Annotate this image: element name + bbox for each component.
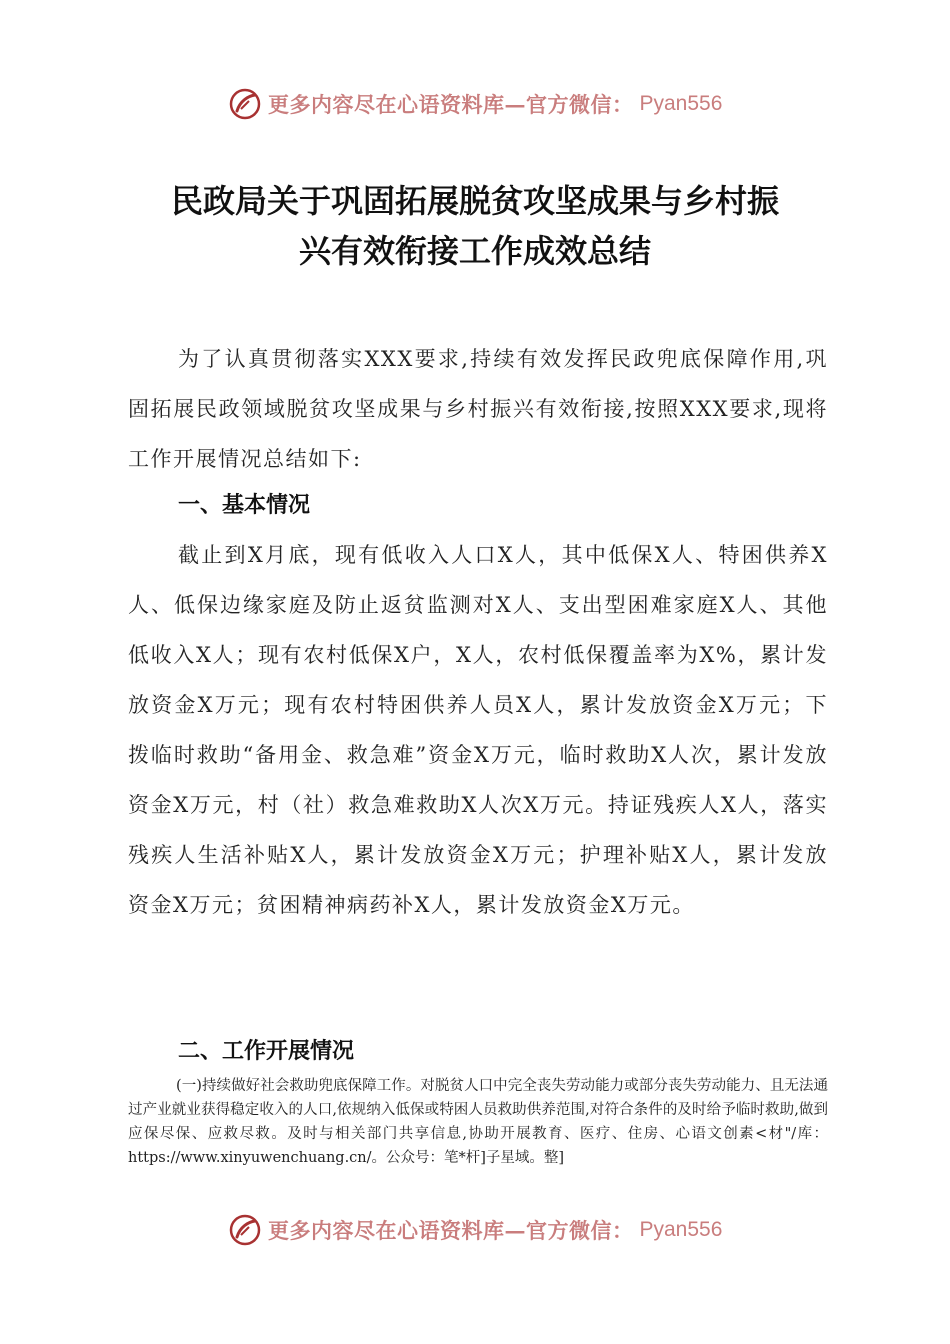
section-1-heading: 一、基本情况 bbox=[178, 493, 311, 518]
footer-banner bbox=[228, 1210, 722, 1250]
document-title bbox=[100, 176, 850, 276]
brush-logo-icon bbox=[228, 1213, 262, 1247]
title-line-1: 民政局关于巩固拓展脱贫攻坚成果与乡村振 bbox=[170, 182, 779, 220]
intro-paragraph: 为了认真贯彻落实XXX要求,持续有效发挥民政兜底保障作用,巩固拓展民政领域脱贫攻坚成果与乡村振兴有效衔接,按照XXX要求,现将工作开展情况总结如下: bbox=[128, 347, 828, 471]
banner-wechat-id: Pyan556 bbox=[639, 1218, 723, 1241]
banner-text: 更多内容尽在心语资料库—官方微信： bbox=[268, 1218, 634, 1243]
title-line-2: 兴有效衔接工作成效总结 bbox=[298, 232, 651, 270]
section-2-paragraph: (一)持续做好社会救助兜底保障工作。对脱贫人口中完全丧失劳动能力或部分丧失劳动能力、且无法通过产业就业获得稳定收入的人口,依规纳入低保或特困人员救助供养范围,对符合条件的及时给予临时救助,做到应保尽保、应救尽救。及时与相关部门共享信息,协助开展教育、医疗、住房、心语文创素<材"/库：https://www.xinyuwenchuang.cn/。公众号：笔*杆]子星域。整] bbox=[128, 1078, 828, 1166]
section-1-paragraph: 截止到X月底，现有低收入人口X人，其中低保X人、特困供养X人、低保边缘家庭及防止返贫监测对X人、支出型困难家庭X人、其他低收入X人；现有农村低保X户，X人，农村低保覆盖率为X%，累计发放资金X万元；现有农村特困供养人员X人，累计发放资金X万元；下拨临时救助“备用金、救急难”资金X万元，临时救助X人次，累计发放资金X万元，村（社）救急难救助X人次X万元。持证残疾人X人，落实残疾人生活补贴X人，累计发放资金X万元；护理补贴X人，累计发放资金X万元；贫困精神病药补X人，累计发放资金X万元。 bbox=[128, 543, 828, 917]
banner-text: 更多内容尽在心语资料库—官方微信： bbox=[268, 92, 634, 117]
header-banner bbox=[228, 84, 722, 124]
section-2-heading: 二、工作开展情况 bbox=[178, 1039, 355, 1064]
brush-logo-icon bbox=[228, 87, 262, 121]
banner-wechat-id: Pyan556 bbox=[639, 92, 723, 115]
